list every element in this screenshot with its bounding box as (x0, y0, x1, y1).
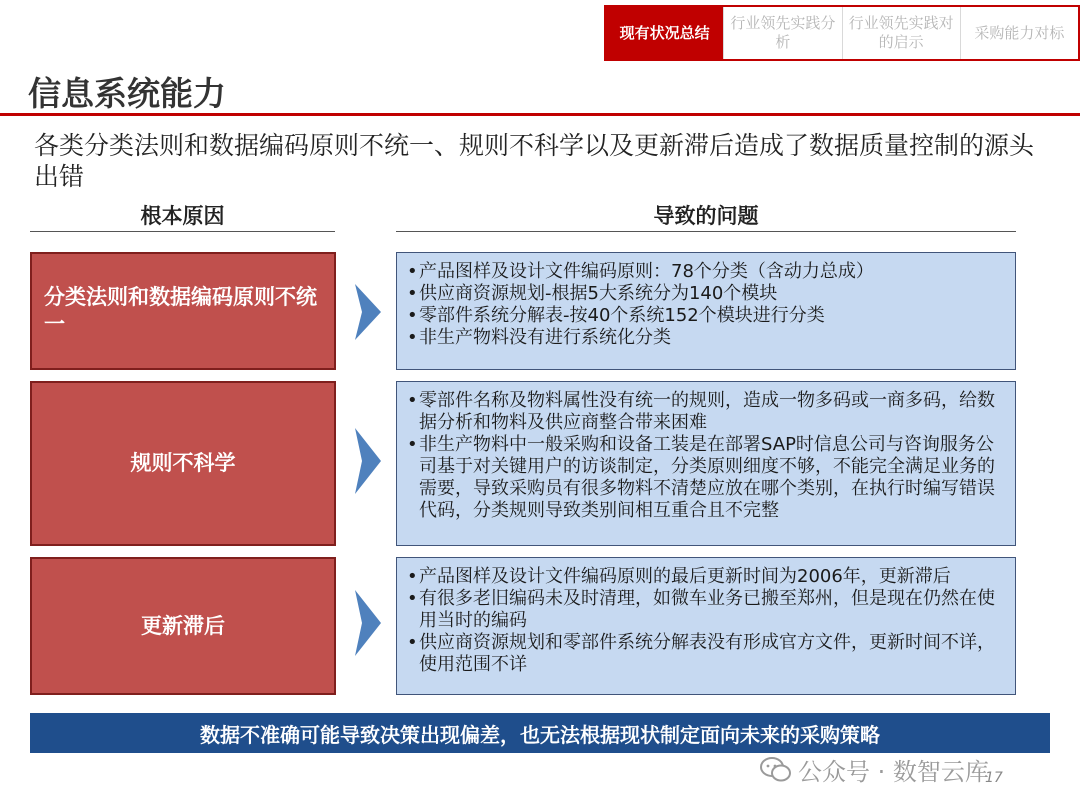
list-item: • 产品图样及设计文件编码原则的最后更新时间为2006年，更新滞后 (407, 566, 1003, 588)
list-item: • 产品图样及设计文件编码原则：78个分类（含动力总成） (407, 261, 1003, 283)
list-item: • 非生产物料中一般采购和设备工装是在部署SAP时信息公司与咨询服务公司基于对关键用户的访谈制定，分类原则细度不够，不能完全满足业务的需要，导致采购员有很多物料不清楚应放在哪个类别，在执行时编写错误代码，分类规则导致类别间相互重合且不完整 (407, 434, 1003, 522)
arrow-right-icon (355, 590, 381, 656)
column-divider-right (396, 231, 1016, 232)
cause-label: 规则不科学 (130, 451, 236, 475)
cause-box-unscientific-rules (30, 381, 336, 546)
problem-box-unscientific-rules (396, 381, 1016, 546)
tab-current-summary[interactable]: 现有状况总结 (606, 7, 723, 59)
cause-label: 分类法则和数据编码原则不统一 (44, 285, 317, 336)
list-item: • 零部件系统分解表-按40个系统152个模块进行分类 (407, 305, 1003, 327)
title-divider (0, 113, 1080, 116)
cause-label: 更新滞后 (141, 613, 225, 638)
column-header-root-cause: 根本原因 (140, 204, 225, 228)
arrow-right-icon (355, 428, 381, 494)
column-header-problems: 导致的问题 (653, 204, 759, 228)
list-item: • 非生产物料没有进行系统化分类 (407, 327, 1003, 349)
watermark (760, 752, 989, 787)
tab-procurement-benchmark[interactable]: 采购能力对标 (960, 7, 1078, 59)
list-item: • 零部件名称及物料属性没有统一的规则，造成一物多码或一商多码，给数据分析和物料及供应商整合带来困难 (407, 390, 1003, 434)
list-item: • 供应商资源规划-根据5大系统分为140个模块 (407, 283, 1003, 305)
page-title: 信息系统能力 (28, 74, 226, 113)
page-subtitle: 各类分类法则和数据编码原则不统一、规则不科学以及更新滞后造成了数据质量控制的源头出错 (34, 131, 1035, 191)
problem-box-outdated-updates (396, 557, 1016, 695)
list-item: • 有很多老旧编码未及时清理，如微车业务已搬至郑州，但是现在仍然在使用当时的编码 (407, 588, 1003, 632)
watermark-text: 公众号 · 数智云库 (798, 758, 989, 786)
column-divider-left (30, 231, 335, 232)
arrow-right-icon (355, 284, 381, 340)
cause-box-inconsistent-rules (30, 252, 336, 370)
tab-practice-insights[interactable]: 行业领先实践对的启示 (842, 7, 960, 59)
section-tabs (604, 5, 1080, 61)
list-item: • 供应商资源规划和零部件系统分解表没有形成官方文件，更新时间不详，使用范围不详 (407, 632, 1003, 676)
tab-industry-practice[interactable]: 行业领先实践分析 (723, 7, 841, 59)
conclusion-text: 数据不准确可能导致决策出现偏差，也无法根据现状制定面向未来的采购策略 (200, 722, 880, 747)
conclusion-banner (30, 713, 1050, 753)
problem-box-inconsistent-rules (396, 252, 1016, 370)
wechat-icon (760, 757, 792, 783)
cause-box-outdated-updates (30, 557, 336, 695)
page-number: 17 (985, 770, 1003, 786)
